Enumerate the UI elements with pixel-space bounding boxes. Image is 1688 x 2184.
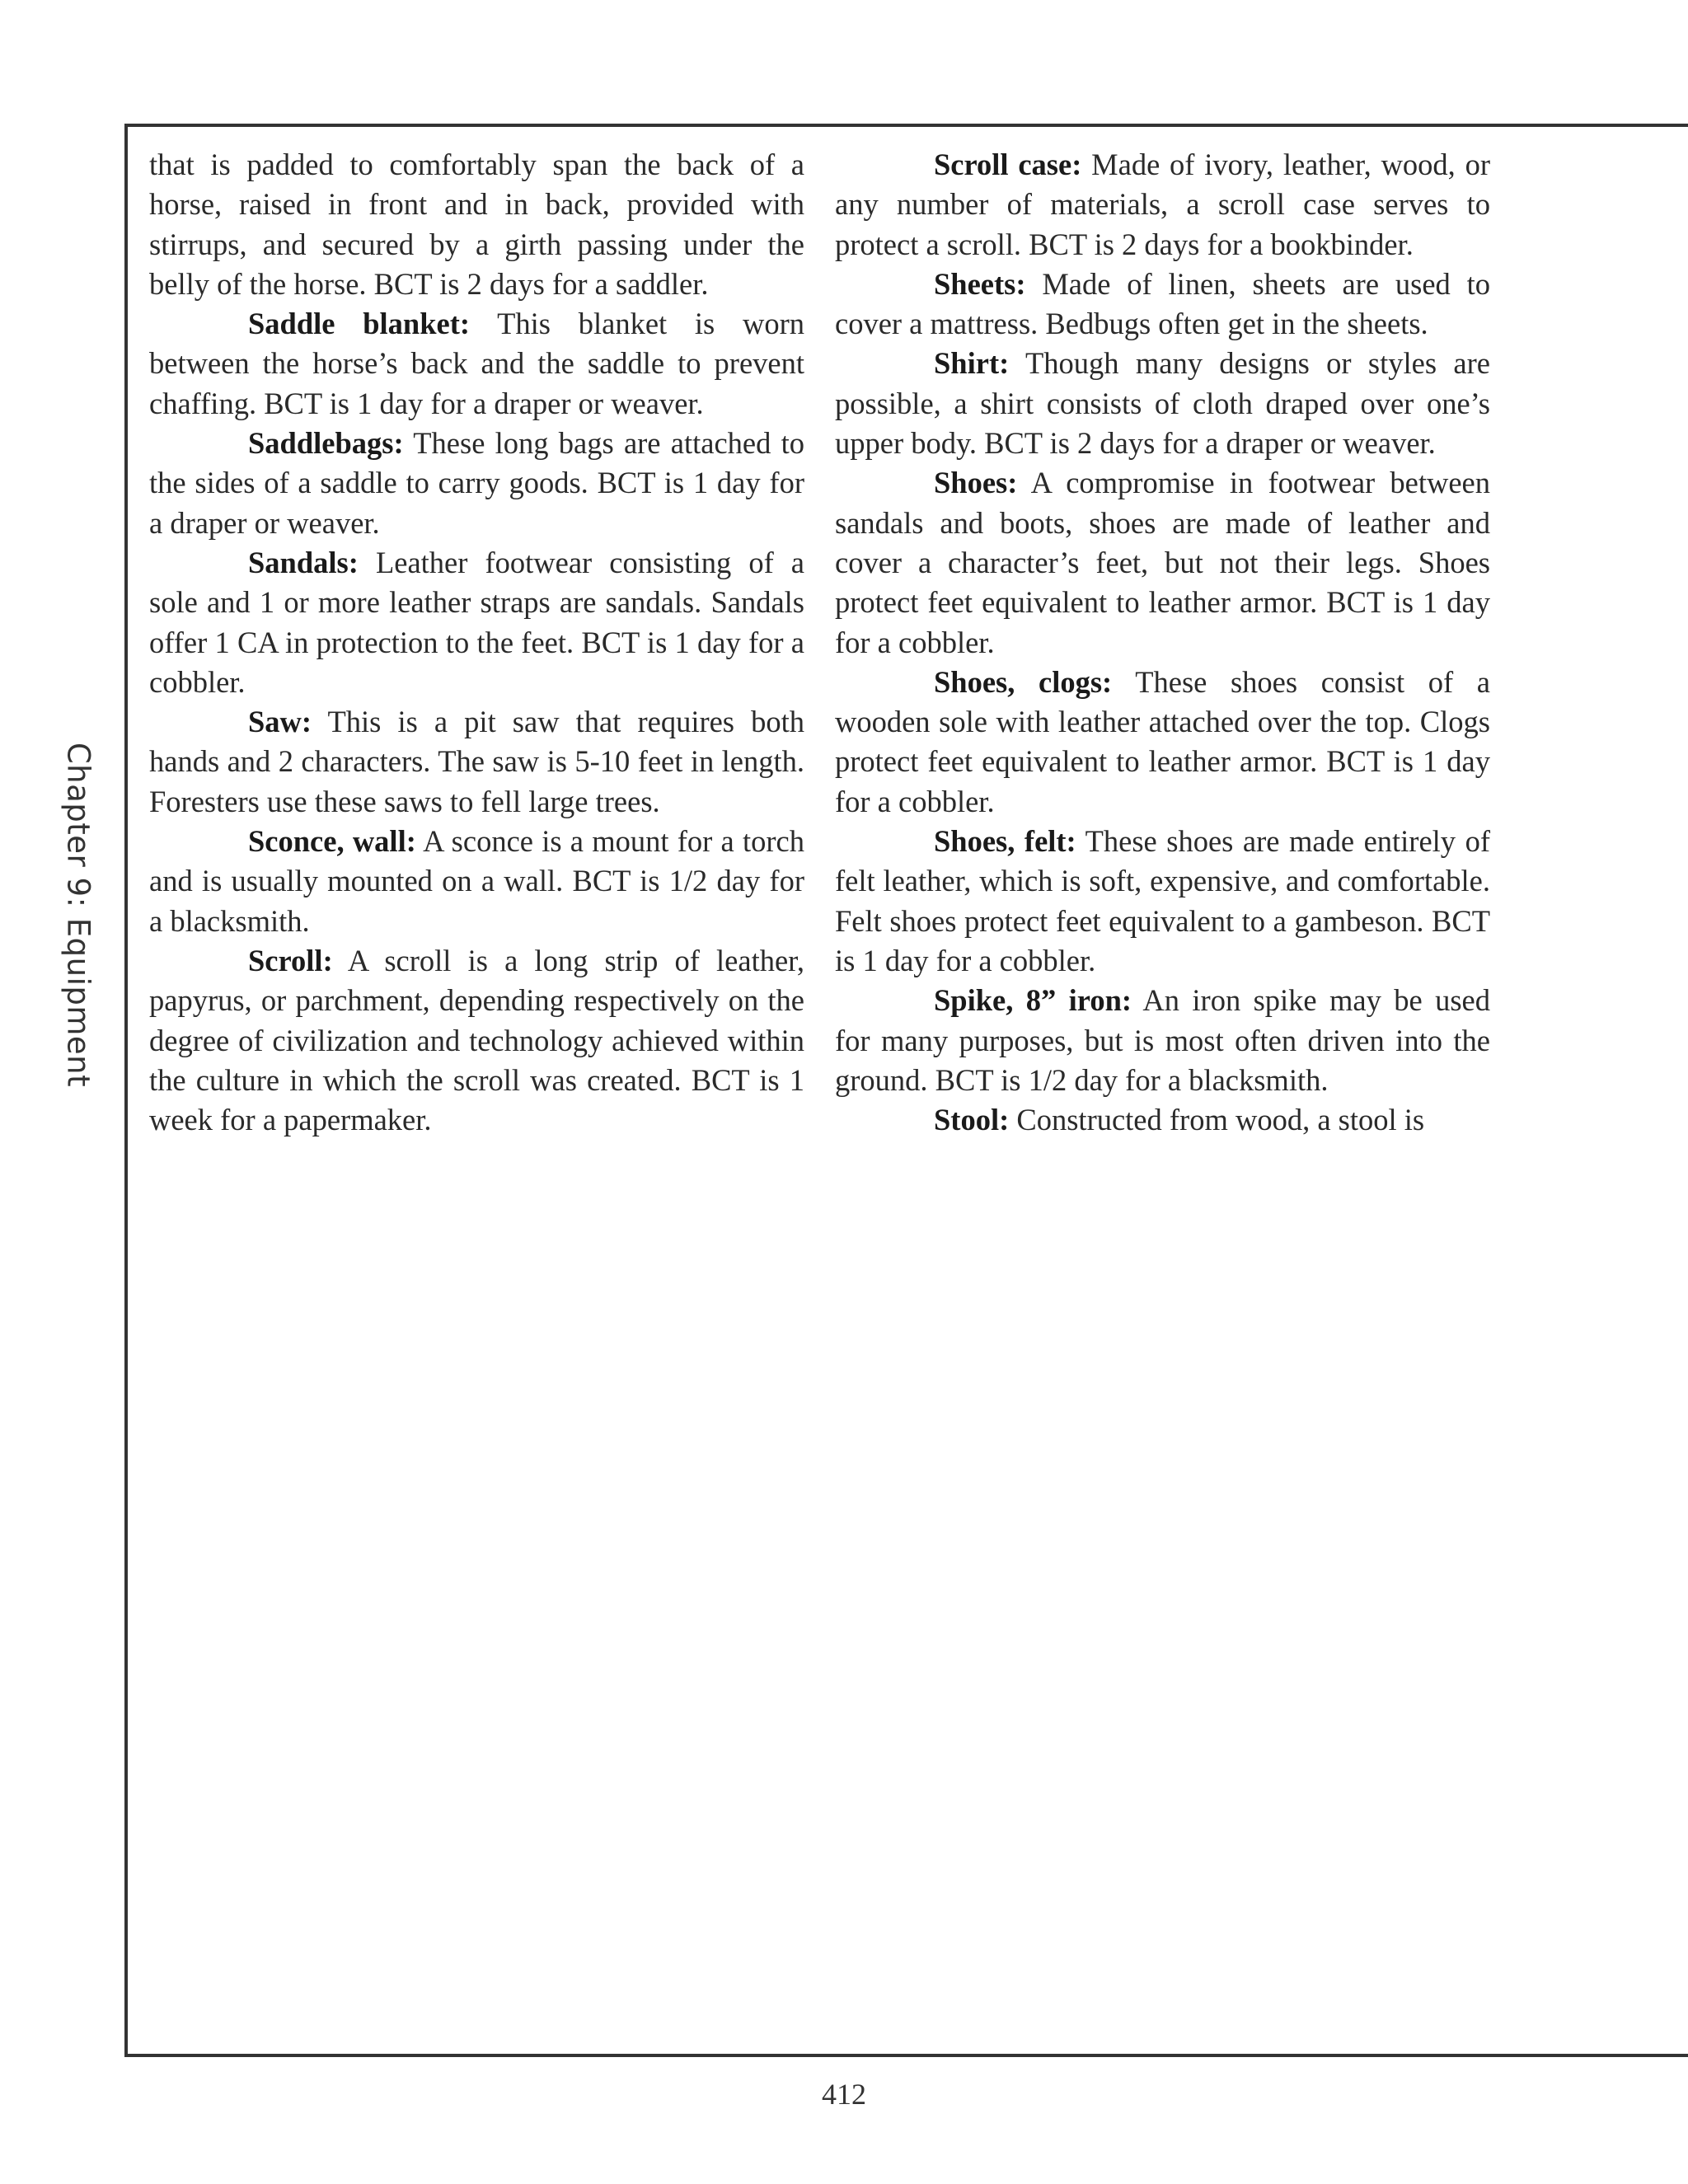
entry-text: A sconce is a mount for a torch and is usually mounted on a wall. BCT is 1/2 day for a blacksmith. [149, 824, 804, 938]
entry-scroll [149, 941, 804, 1140]
entry-text: Though many designs or styles are possible, a shirt consists of cloth draped over one’s upper body. BCT is 2 days for a draper or weaver. [835, 346, 1490, 461]
continuation-paragraph: that is padded to comfortably span the back of a horse, raised in front and in back, provided with stirrups, and secured by a girth passing under the belly of the horse. BCT is 2 days for a saddler. [149, 148, 804, 301]
entry-term: Shoes: [934, 466, 1018, 500]
entry-text: An iron spike may be used for many purposes, but is most often driven into the ground. BCT is 1/2 day for a blacksmith. [835, 983, 1490, 1097]
entry-stool [835, 1100, 1490, 1140]
entry-saddlebags [149, 424, 804, 543]
entry-term: Saddlebags: [248, 426, 404, 461]
entry-text: This is a pit saw that requires both hands and 2 characters. The saw is 5-10 feet in length. Foresters use these saws to fell large trees. [149, 705, 804, 818]
entry-text: These shoes consist of a wooden sole with leather attached over the top. Clogs protect feet equivalent to leather armor. BCT is 1 day for a cobbler. [835, 664, 1490, 818]
entry-term: Saw: [248, 705, 312, 739]
entry-scroll-case [835, 145, 1490, 265]
entry-term: Shirt: [934, 346, 1010, 381]
entry-text: These long bags are attached to the sides of a saddle to carry goods. BCT is 1 day for a draper or weaver. [149, 426, 804, 540]
entry-text: These shoes are made entirely of felt leather, which is soft, expensive, and comfortable. Felt shoes protect feet equivalent to a gambeson. BCT is 1 day for a cobbler. [835, 824, 1490, 977]
entry-sconce-wall [149, 822, 804, 941]
entry-text: Constructed from wood, a stool is [1009, 1103, 1425, 1137]
page-number: 412 [822, 2078, 866, 2111]
entry-text: A compromise in footwear between sandals and boots, shoes are made of leather and cover a character’s feet, but not their legs. Shoes protect feet equivalent to leather armor. BCT is 1 day for a cobbler. [835, 466, 1490, 659]
entry-spike-iron [835, 981, 1490, 1100]
right-column [835, 145, 1490, 1140]
entry-term: Saddle blanket: [248, 307, 471, 341]
entry-shoes-felt [835, 822, 1490, 981]
entry-term: Scroll: [248, 943, 333, 977]
entry-sandals [149, 543, 804, 702]
entry-text: This blanket is worn between the horse’s back and the saddle to prevent chaffing. BCT is 1 day for a draper or weaver. [149, 307, 804, 420]
entry-shoes-clogs [835, 663, 1490, 822]
entry-shoes [835, 463, 1490, 662]
entry-sheets [835, 265, 1490, 344]
entry-text: A scroll is a long strip of leather, papyrus, or parchment, depending respectively on the degree of civilization and technology achieved within the culture in which the scroll was created. BCT is 1 week for a papermaker. [149, 943, 804, 1137]
entry-term: Spike, 8” iron: [934, 983, 1132, 1018]
entry-term: Shoes, felt: [934, 824, 1076, 859]
entry-term: Stool: [934, 1103, 1010, 1137]
entry-term: Shoes, clogs: [934, 664, 1113, 699]
entry-term: Sconce, wall: [248, 824, 416, 859]
entry-text: Leather footwear consisting of a sole and 1 or more leather straps are sandals. Sandals offer 1 CA in protection to the feet. BCT is 1 day for a cobbler. [149, 545, 804, 699]
entry-term: Scroll case: [934, 148, 1082, 181]
entry-text: Made of ivory, leather, wood, or any number of materials, a scroll case serves to protect a scroll. BCT is 2 days for a bookbinder. [835, 148, 1490, 261]
left-column [149, 145, 804, 1140]
entry-term: Sheets: [934, 266, 1026, 301]
entry-term: Sandals: [248, 545, 359, 579]
entry-saddle-blanket [149, 304, 804, 424]
entry-text: Made of linen, sheets are used to cover a mattress. Bedbugs often get in the sheets. [835, 266, 1490, 341]
entry-shirt [835, 344, 1490, 463]
entry-saw [149, 702, 804, 822]
chapter-side-label: Chapter 9: Equipment [60, 742, 96, 1088]
